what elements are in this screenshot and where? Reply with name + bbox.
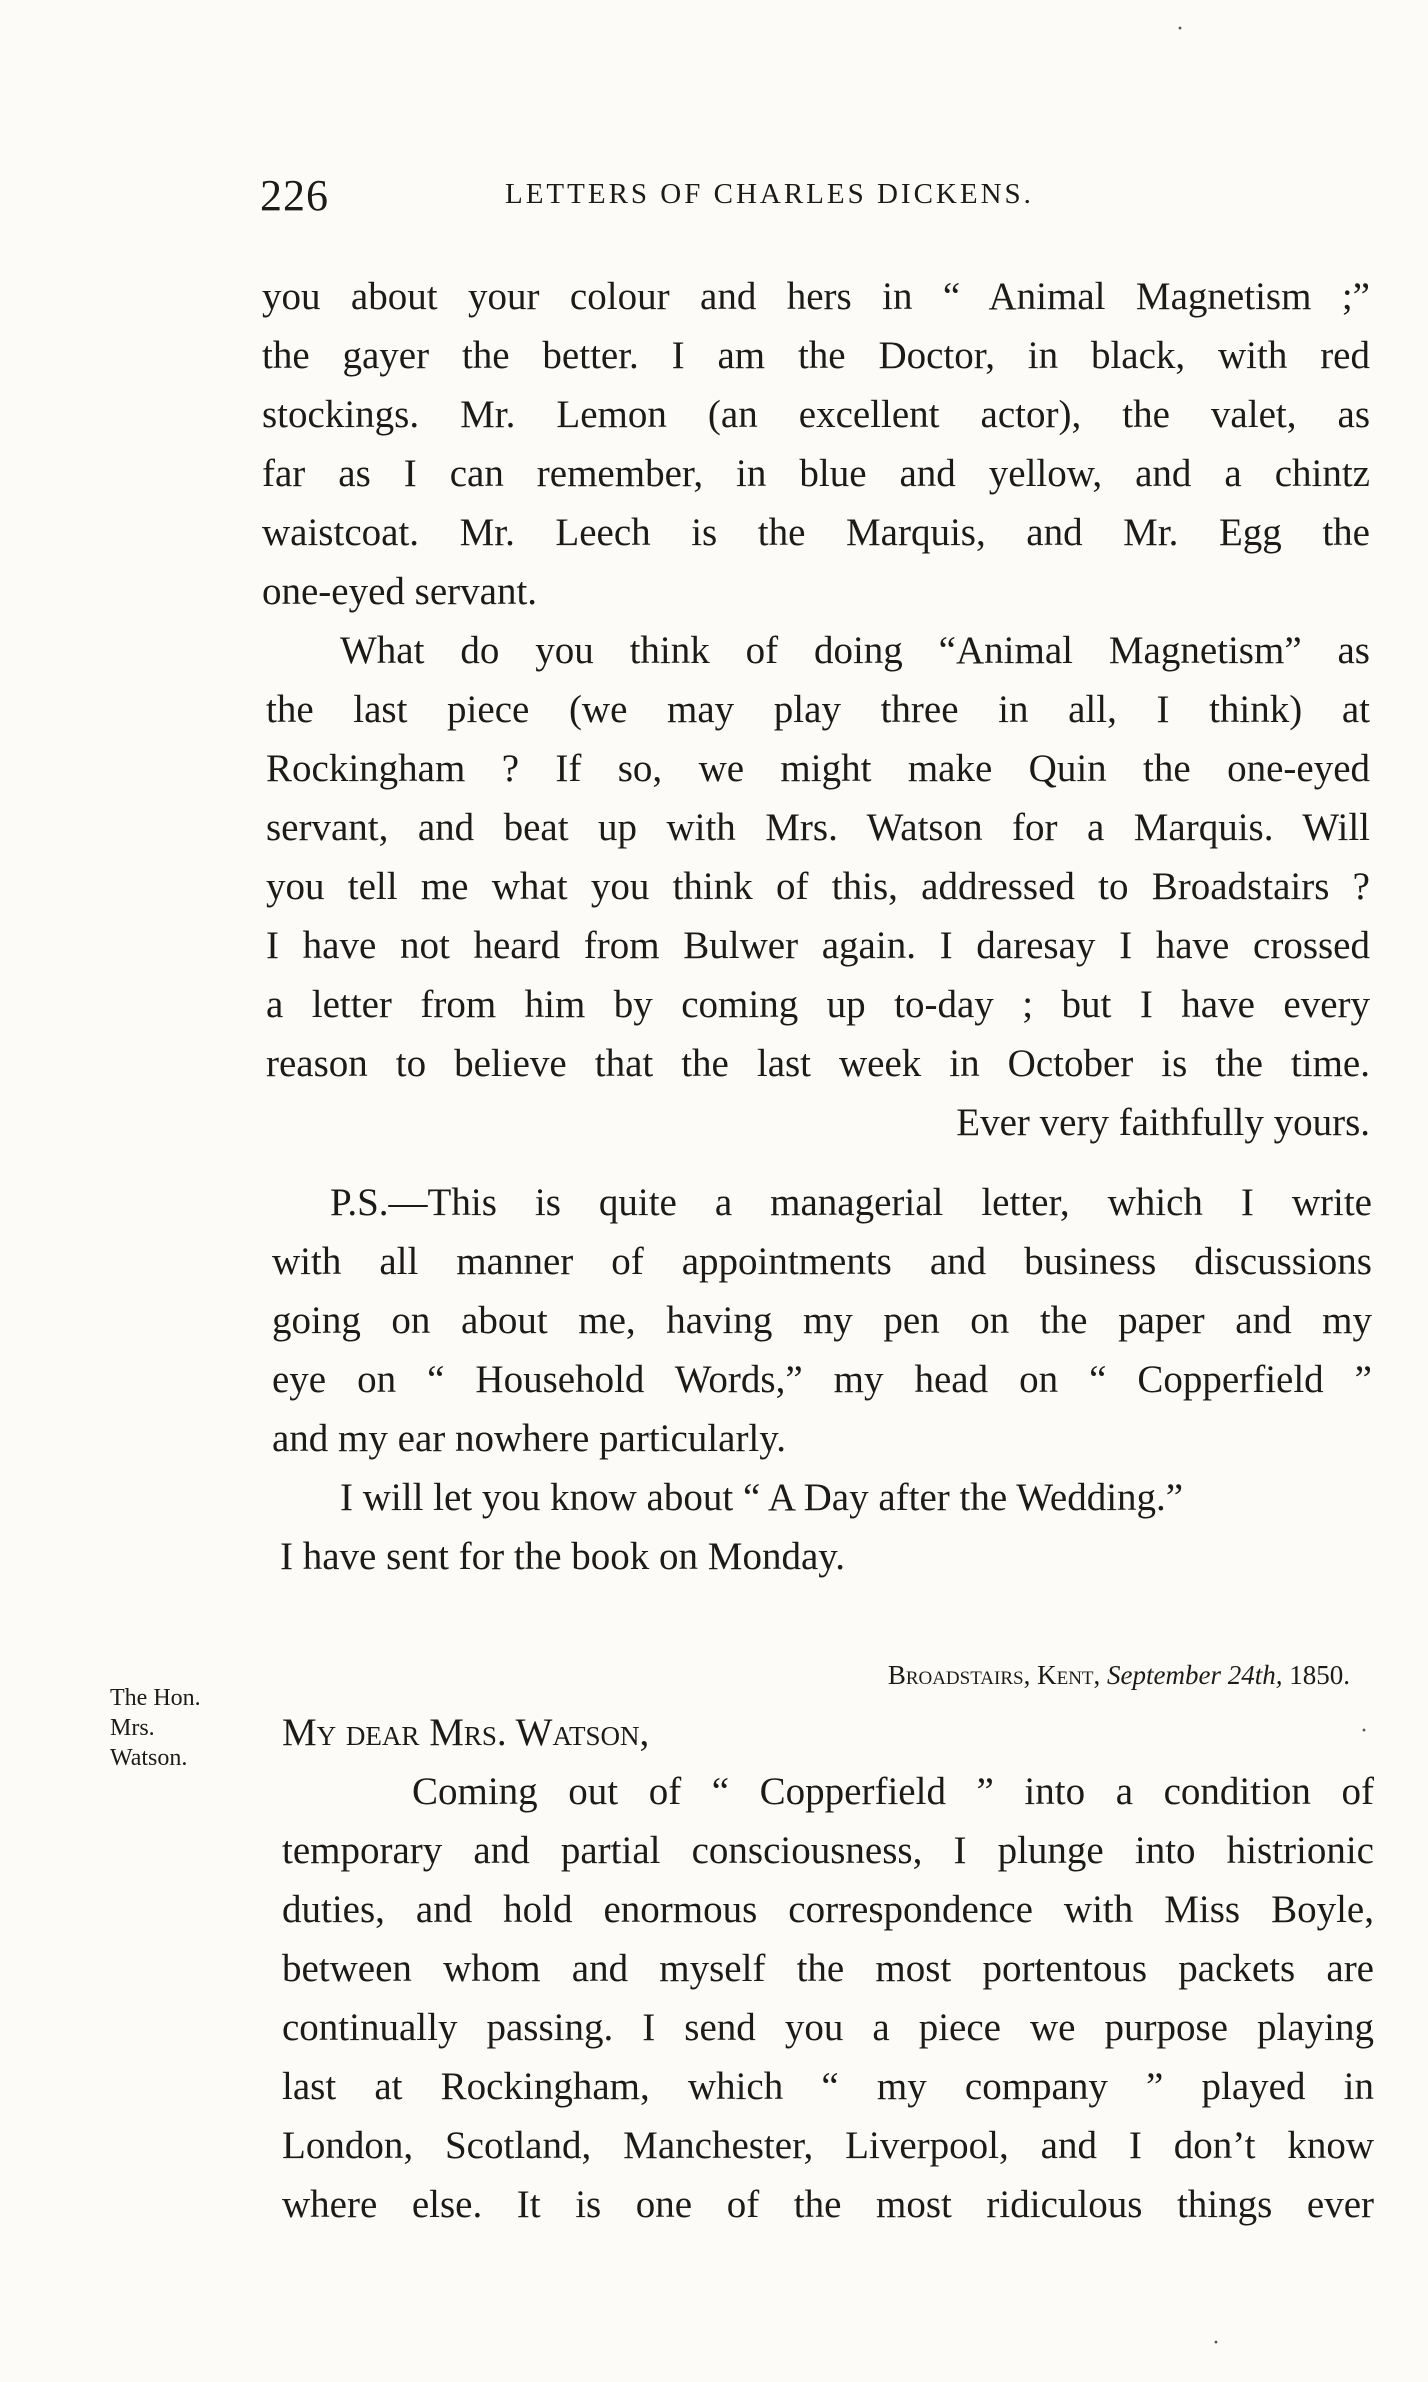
text-line: you tell me what you think of this, addressed to Broadstairs ?: [266, 865, 1370, 908]
text-line: Rockingham ? If so, we might make Quin the one-eyed: [266, 747, 1370, 790]
margin-note-line: Watson.: [110, 1745, 188, 1771]
recipient-margin-note: [110, 1683, 260, 1773]
text-line: where else. It is one of the most ridiculous things ever: [282, 2183, 1374, 2226]
speck-mark: ·: [1212, 2330, 1220, 2356]
text-line: last at Rockingham, which “ my company ” played in: [282, 2065, 1374, 2108]
text-line: you about your colour and hers in “ Animal Magnetism ;”: [262, 275, 1370, 318]
text-line: between whom and myself the most portentous packets are: [282, 1947, 1374, 1990]
running-title: LETTERS OF CHARLES DICKENS.: [505, 178, 1034, 210]
text-line: the last piece (we may play three in all, I think) at: [266, 688, 1370, 731]
text-line: far as I can remember, in blue and yellow, and a chintz: [262, 452, 1370, 495]
text-line: going on about me, having my pen on the paper and my: [272, 1299, 1372, 1342]
text-line: What do you think of doing “Animal Magnetism” as: [340, 629, 1370, 672]
salutation: [282, 1708, 982, 1758]
salutation-name: Mrs. Watson,: [429, 1711, 650, 1754]
text-line: London, Scotland, Manchester, Liverpool, and I don’t know: [282, 2124, 1374, 2167]
dateline-year: 1850.: [1289, 1660, 1350, 1690]
text-line: with all manner of appointments and business discussions: [272, 1240, 1372, 1283]
text-line: I have not heard from Bulwer again. I daresay I have crossed: [266, 924, 1370, 967]
text-line: eye on “ Household Words,” my head on “ Copperfield ”: [272, 1358, 1372, 1401]
text-line: I will let you know about “ A Day after the Wedding.”: [340, 1476, 1184, 1519]
text-line: one-eyed servant.: [262, 570, 538, 613]
text-line: Coming out of “ Copperfield ” into a condition of: [412, 1770, 1374, 1813]
text-line: waistcoat. Mr. Leech is the Marquis, and Mr. Egg the: [262, 511, 1370, 554]
text-line: and my ear nowhere particularly.: [272, 1417, 786, 1460]
text-line: I have sent for the book on Monday.: [280, 1535, 846, 1578]
margin-note-line: The Hon.: [110, 1685, 201, 1711]
text-line: a letter from him by coming up to-day ; but I have every: [266, 983, 1370, 1026]
speck-mark: ·: [1176, 16, 1184, 42]
margin-note-line: Mrs.: [110, 1715, 155, 1741]
text-line: reason to believe that the last week in October is the time.: [266, 1042, 1370, 1085]
text-line: continually passing. I send you a piece we purpose playing: [282, 2006, 1374, 2049]
letter-dateline: [740, 1655, 1350, 1695]
text-line: temporary and partial consciousness, I plunge into histrionic: [282, 1829, 1374, 1872]
page-header: [260, 170, 1372, 220]
text-line: P.S.—This is quite a managerial letter, which I write: [330, 1181, 1372, 1224]
dateline-place: Broadstairs, Kent,: [887, 1660, 1101, 1690]
page-number: 226: [260, 171, 329, 220]
closing-signoff: Ever very faithfully yours.: [956, 1101, 1370, 1144]
salutation-prefix: My dear: [282, 1711, 420, 1754]
text-line: servant, and beat up with Mrs. Watson for a Marquis. Will: [266, 806, 1370, 849]
dateline-date: September 24th,: [1107, 1660, 1283, 1690]
text-line: duties, and hold enormous correspondence with Miss Boyle,: [282, 1888, 1374, 1931]
text-line: stockings. Mr. Lemon (an excellent actor), the valet, as: [262, 393, 1370, 436]
text-line: the gayer the better. I am the Doctor, in black, with red: [262, 334, 1370, 377]
speck-mark: ·: [1360, 1718, 1368, 1744]
